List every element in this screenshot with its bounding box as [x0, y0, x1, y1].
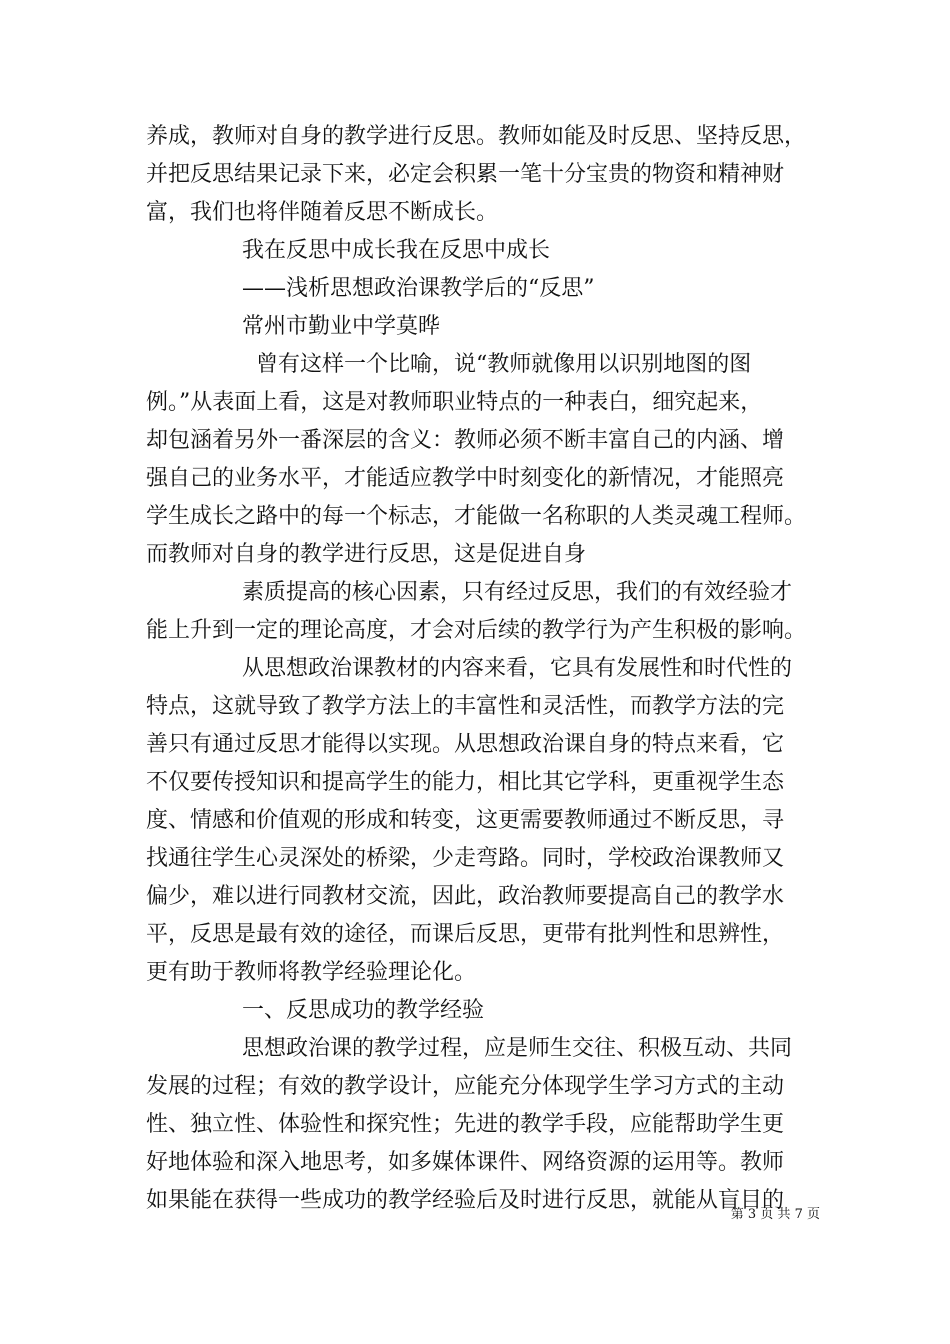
text-line: 学生成长之路中的每一个标志，才能做一名称职的人类灵魂工程师。	[146, 504, 807, 529]
text-line: 我在反思中成长我在反思中成长	[242, 238, 551, 263]
text-line: 富，我们也将伴随着反思不断成长。	[146, 200, 499, 225]
text-line: 更有助于教师将教学经验理论化。	[146, 960, 477, 985]
text-line: 性、独立性、体验性和探究性；先进的教学手段，应能帮助学生更	[146, 1112, 785, 1137]
text-line: ——浅析思想政治课教学后的“反思”	[242, 276, 595, 301]
text-line: 而教师对自身的教学进行反思，这是促进自身	[146, 542, 587, 567]
text-line: 度、情感和价值观的形成和转变，这更需要教师通过不断反思，寻	[146, 808, 785, 833]
text-line: 特点，这就导致了教学方法上的丰富性和灵活性，而教学方法的完	[146, 694, 785, 719]
text-line: 曾有这样一个比喻，说“教师就像用以识别地图的图	[256, 352, 752, 377]
text-line: 平，反思是最有效的途径，而课后反思，更带有批判性和思辨性，	[146, 922, 785, 947]
text-line: 强自己的业务水平，才能适应教学中时刻变化的新情况，才能照亮	[146, 466, 785, 491]
page-number-footer: 第 3 页 共 7 页	[730, 1207, 820, 1222]
text-line: 思想政治课的教学过程，应是师生交往、积极互动、共同	[242, 1036, 793, 1061]
text-line: 好地体验和深入地思考，如多媒体课件、网络资源的运用等。教师	[146, 1150, 785, 1175]
text-line: 常州市勤业中学莫晔	[242, 314, 441, 339]
text-line: 偏少，难以进行同教材交流，因此，政治教师要提高自己的教学水	[146, 884, 785, 909]
text-line: 不仅要传授知识和提高学生的能力，相比其它学科，更重视学生态	[146, 770, 785, 795]
text-line: 找通往学生心灵深处的桥梁，少走弯路。同时，学校政治课教师又	[146, 846, 785, 871]
text-line: 并把反思结果记录下来，必定会积累一笔十分宝贵的物资和精神财	[146, 162, 785, 187]
text-line: 例。”从表面上看，这是对教师职业特点的一种表白，细究起来，	[146, 390, 763, 415]
text-line: 发展的过程；有效的教学设计，应能充分体现学生学习方式的主动	[146, 1074, 785, 1099]
text-line: 一、反思成功的教学经验	[242, 998, 485, 1023]
text-line: 从思想政治课教材的内容来看，它具有发展性和时代性的	[242, 656, 793, 681]
text-line: 养成，教师对自身的教学进行反思。教师如能及时反思、坚持反思，	[146, 124, 807, 149]
text-line: 素质提高的核心因素，只有经过反思，我们的有效经验才	[242, 580, 793, 605]
document-body	[146, 118, 816, 1220]
text-line: 能上升到一定的理论高度，才会对后续的教学行为产生积极的影响。	[146, 618, 807, 643]
text-line: 却包涵着另外一番深层的含义：教师必须不断丰富自己的内涵、增	[146, 428, 785, 453]
text-line: 如果能在获得一些成功的教学经验后及时进行反思，就能从盲目的	[146, 1188, 785, 1213]
text-line: 善只有通过反思才能得以实现。从思想政治课自身的特点来看，它	[146, 732, 785, 757]
